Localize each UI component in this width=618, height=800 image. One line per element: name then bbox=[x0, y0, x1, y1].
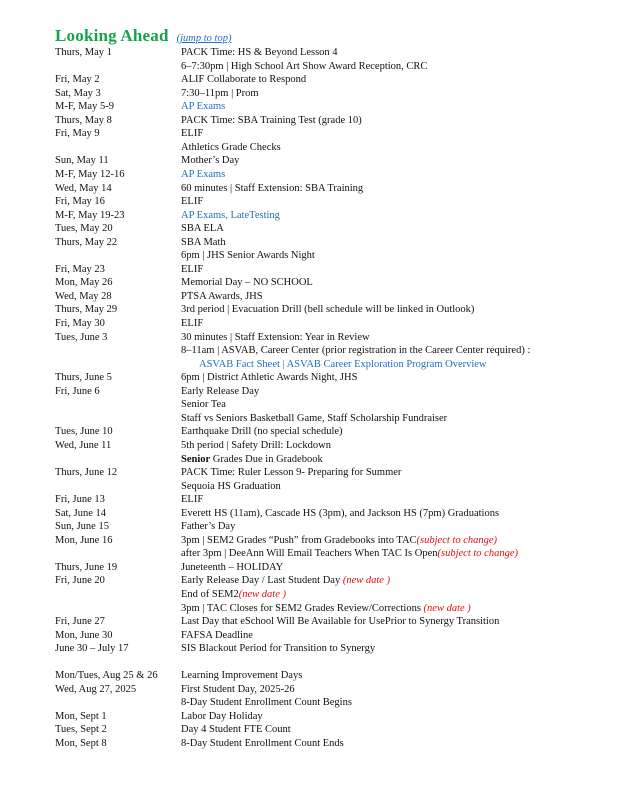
row-date: Thurs, June 5 bbox=[55, 372, 112, 384]
event-text: PACK Time: SBA Training Test (grade 10) bbox=[181, 114, 362, 126]
row-event bbox=[181, 669, 302, 683]
row-event bbox=[181, 439, 331, 453]
event-text: Athletics Grade Checks bbox=[181, 141, 281, 153]
event-text: 8-Day Student Enrollment Count Begins bbox=[181, 697, 352, 709]
change-note: (new date ) bbox=[342, 575, 391, 587]
event-text: PACK Time: Ruler Lesson 9- Preparing for Summer bbox=[181, 467, 402, 479]
event-text: SBA ELA bbox=[181, 223, 224, 235]
row-date: Mon, June 16 bbox=[55, 534, 113, 546]
event-text: Earthquake Drill (no special schedule) bbox=[181, 426, 343, 438]
row-date: Mon, Sept 1 bbox=[55, 710, 107, 722]
schedule-row bbox=[0, 615, 618, 629]
row-event bbox=[181, 534, 497, 548]
row-date: Sat, May 3 bbox=[55, 87, 101, 99]
row-event bbox=[181, 480, 281, 494]
schedule-row bbox=[0, 141, 618, 155]
event-link[interactable]: AP Exams bbox=[181, 168, 226, 180]
schedule-row bbox=[0, 398, 618, 412]
row-date: Tues, May 20 bbox=[55, 223, 113, 235]
row-date: Fri, May 30 bbox=[55, 318, 105, 329]
row-event bbox=[181, 398, 226, 412]
event-text: 6pm | District Athletic Awards Night, JHS bbox=[181, 372, 358, 384]
row-event bbox=[181, 547, 518, 561]
schedule-row bbox=[0, 412, 618, 426]
row-event bbox=[181, 87, 259, 101]
event-text: 8-Day Student Enrollment Count Ends bbox=[181, 738, 344, 749]
schedule-row bbox=[0, 737, 618, 751]
row-event[interactable] bbox=[181, 100, 225, 114]
event-text: ELIF bbox=[181, 196, 204, 208]
schedule-row bbox=[0, 87, 618, 101]
schedule-row bbox=[0, 574, 618, 588]
row-event bbox=[181, 723, 291, 737]
event-link[interactable]: AP Exams, LateTesting bbox=[181, 209, 280, 221]
row-event bbox=[181, 683, 295, 697]
event-text: Everett HS (11am), Cascade HS (3pm), and Jackson HS (7pm) Graduations bbox=[181, 507, 500, 519]
schedule-row bbox=[0, 290, 618, 304]
row-date: Fri, June 6 bbox=[55, 385, 100, 397]
event-text: Grades Due in Gradebook bbox=[210, 453, 323, 465]
schedule-row bbox=[0, 73, 618, 87]
row-date: Mon/Tues, Aug 25 & 26 bbox=[55, 670, 158, 682]
row-event bbox=[181, 222, 224, 236]
row-event bbox=[181, 249, 315, 263]
schedule-row bbox=[0, 276, 618, 290]
event-text: Learning Improvement Days bbox=[181, 670, 303, 682]
schedule-row bbox=[0, 507, 618, 521]
schedule-row bbox=[0, 168, 618, 182]
event-text: Sequoia HS Graduation bbox=[181, 480, 281, 492]
change-note: (subject to change) bbox=[416, 534, 498, 546]
row-event bbox=[181, 263, 203, 277]
event-text: PTSA Awards, JHS bbox=[181, 290, 263, 302]
schedule-row bbox=[0, 358, 618, 372]
row-date: Sat, June 14 bbox=[55, 507, 107, 519]
row-date: Wed, June 11 bbox=[55, 439, 112, 451]
event-text: ALIF Collaborate to Respond bbox=[181, 74, 307, 86]
schedule-row bbox=[0, 425, 618, 439]
event-text: Early Release Day bbox=[181, 385, 260, 397]
row-event bbox=[181, 574, 390, 588]
schedule-row bbox=[0, 723, 618, 737]
event-text: PACK Time: HS & Beyond Lesson 4 bbox=[181, 47, 338, 58]
row-event bbox=[181, 317, 203, 331]
row-event bbox=[181, 371, 357, 385]
schedule-row bbox=[0, 710, 618, 724]
schedule-row bbox=[0, 602, 618, 616]
row-event bbox=[181, 276, 313, 290]
schedule-row bbox=[0, 547, 618, 561]
schedule-row bbox=[0, 263, 618, 277]
schedule-row bbox=[0, 629, 618, 643]
row-date: Wed, May 14 bbox=[55, 182, 112, 194]
event-link[interactable]: ASVAB Fact Sheet | ASVAB Career Exploration Program Overview bbox=[199, 358, 487, 370]
schedule-row bbox=[0, 534, 618, 548]
row-date: Tues, Sept 2 bbox=[55, 724, 107, 736]
row-event bbox=[181, 46, 338, 60]
row-date: Tues, June 10 bbox=[55, 426, 113, 438]
schedule-row bbox=[0, 249, 618, 263]
row-event[interactable] bbox=[199, 358, 487, 372]
row-event bbox=[181, 507, 499, 521]
schedule-row bbox=[0, 209, 618, 223]
row-date: Mon, Sept 8 bbox=[55, 738, 107, 749]
schedule-row bbox=[0, 60, 618, 74]
schedule-row bbox=[0, 385, 618, 399]
event-text: ELIF bbox=[181, 318, 204, 329]
event-text: Last Day that eSchool Will Be Available for UsePrior to Synergy Transition bbox=[181, 616, 500, 628]
row-event bbox=[181, 710, 263, 724]
schedule-row bbox=[0, 466, 618, 480]
row-event bbox=[181, 696, 352, 710]
row-event bbox=[181, 642, 375, 656]
row-event bbox=[181, 737, 344, 751]
row-event bbox=[181, 182, 363, 196]
schedule-row bbox=[0, 683, 618, 697]
schedule-row bbox=[0, 114, 618, 128]
schedule-row bbox=[0, 222, 618, 236]
event-text: ELIF bbox=[181, 494, 204, 506]
row-event[interactable] bbox=[181, 168, 225, 182]
row-event bbox=[181, 561, 283, 575]
row-event bbox=[181, 385, 259, 399]
event-text: Labor Day Holiday bbox=[181, 710, 263, 722]
row-event bbox=[181, 520, 235, 534]
event-text: 30 minutes | Staff Extension: Year in Review bbox=[181, 331, 370, 343]
schedule-row bbox=[0, 696, 618, 710]
row-date: Fri, May 9 bbox=[55, 128, 100, 140]
row-date: Fri, June 27 bbox=[55, 616, 105, 628]
event-text: SIS Blackout Period for Transition to Synergy bbox=[181, 643, 376, 655]
row-event[interactable] bbox=[181, 209, 280, 223]
row-date: Fri, May 23 bbox=[55, 263, 105, 275]
row-date: Thurs, May 22 bbox=[55, 236, 118, 248]
row-event bbox=[181, 236, 226, 250]
row-date: Fri, June 20 bbox=[55, 575, 105, 587]
row-event bbox=[181, 588, 286, 602]
event-text: ELIF bbox=[181, 263, 204, 275]
schedule-row bbox=[0, 439, 618, 453]
row-event bbox=[181, 114, 362, 128]
row-event bbox=[181, 629, 253, 643]
row-date: Fri, May 16 bbox=[55, 196, 105, 208]
row-event bbox=[181, 602, 471, 616]
event-text: 6pm | JHS Senior Awards Night bbox=[181, 250, 315, 262]
event-text: Staff vs Seniors Basketball Game, Staff Scholarship Fundraiser bbox=[181, 412, 448, 424]
row-date: Wed, Aug 27, 2025 bbox=[55, 683, 137, 695]
row-date: Thurs, May 8 bbox=[55, 114, 112, 126]
row-event bbox=[181, 73, 306, 87]
row-date: Sun, May 11 bbox=[55, 155, 109, 167]
row-event bbox=[181, 453, 323, 467]
schedule-row bbox=[0, 46, 618, 60]
event-text: Father’s Day bbox=[181, 521, 236, 533]
schedule-row bbox=[0, 588, 618, 602]
row-date: Tues, June 3 bbox=[55, 331, 108, 343]
schedule-row bbox=[0, 100, 618, 114]
row-event bbox=[181, 127, 203, 141]
row-date: M-F, May 5-9 bbox=[55, 101, 114, 113]
row-event bbox=[181, 615, 499, 629]
row-date: Thurs, May 1 bbox=[55, 47, 112, 58]
schedule-row bbox=[0, 331, 618, 345]
row-date: Wed, May 28 bbox=[55, 290, 112, 302]
event-text: Early Release Day / Last Student Day bbox=[181, 575, 343, 587]
schedule-row bbox=[0, 371, 618, 385]
row-date: June 30 – July 17 bbox=[55, 643, 129, 655]
event-text: 8–11am | ASVAB, Career Center (prior registration in the Career Center required) : bbox=[181, 345, 531, 357]
row-event bbox=[181, 331, 370, 345]
row-event bbox=[181, 412, 447, 426]
row-date: M-F, May 12-16 bbox=[55, 168, 125, 180]
schedule-row bbox=[0, 195, 618, 209]
event-text: after 3pm | DeeAnn Will Email Teachers When TAC Is Open bbox=[181, 548, 438, 560]
event-text: 60 minutes | Staff Extension: SBA Training bbox=[181, 182, 364, 194]
event-text: End of SEM2 bbox=[181, 589, 239, 600]
schedule-row bbox=[0, 236, 618, 250]
schedule-row bbox=[0, 480, 618, 494]
row-date: Thurs, June 12 bbox=[55, 467, 118, 479]
schedule-row bbox=[0, 669, 618, 683]
event-text: 6–7:30pm | High School Art Show Award Reception, CRC bbox=[181, 60, 428, 72]
event-text: 3rd period | Evacuation Drill (bell schedule will be linked in Outlook) bbox=[181, 304, 475, 316]
schedule-row bbox=[0, 154, 618, 168]
row-date: Sun, June 15 bbox=[55, 521, 109, 533]
event-text: Senior Tea bbox=[181, 399, 226, 411]
change-note: (subject to change) bbox=[437, 548, 518, 560]
row-event bbox=[181, 303, 474, 317]
schedule-row bbox=[0, 317, 618, 331]
event-text: Mother’s Day bbox=[181, 155, 240, 167]
row-event bbox=[181, 195, 203, 209]
row-date: Fri, May 2 bbox=[55, 74, 100, 86]
schedule-row bbox=[0, 642, 618, 656]
row-date: Thurs, June 19 bbox=[55, 561, 118, 573]
event-text: 3pm | TAC Closes for SEM2 Grades Review/Corrections bbox=[181, 602, 424, 614]
row-event bbox=[181, 425, 343, 439]
change-note: (new date ) bbox=[423, 602, 471, 614]
schedule-row bbox=[0, 127, 618, 141]
event-text: ELIF bbox=[181, 128, 204, 140]
schedule-row bbox=[0, 303, 618, 317]
row-date: Fri, June 13 bbox=[55, 494, 105, 506]
schedule-row bbox=[0, 520, 618, 534]
change-note: (new date ) bbox=[238, 589, 286, 600]
page-title: Looking Ahead bbox=[55, 26, 169, 45]
schedule-row bbox=[0, 182, 618, 196]
row-date: Mon, May 26 bbox=[55, 277, 113, 289]
row-date: Mon, June 30 bbox=[55, 629, 113, 641]
schedule-row bbox=[0, 453, 618, 467]
row-event bbox=[181, 141, 281, 155]
event-text: Day 4 Student FTE Count bbox=[181, 724, 291, 736]
event-text: 3pm | SEM2 Grades “Push” from Gradebooks into TAC bbox=[181, 534, 417, 546]
event-text: Juneteenth – HOLIDAY bbox=[181, 561, 284, 573]
event-text: SBA Math bbox=[181, 236, 226, 248]
row-event bbox=[181, 344, 530, 358]
row-date: Thurs, May 29 bbox=[55, 304, 118, 316]
schedule-row bbox=[0, 493, 618, 507]
event-text: 7:30–11pm | Prom bbox=[181, 87, 259, 99]
event-emphasis: Senior bbox=[181, 453, 211, 465]
row-event bbox=[181, 290, 263, 304]
row-event bbox=[181, 60, 427, 74]
event-text: FAFSA Deadline bbox=[181, 629, 253, 641]
schedule-row bbox=[0, 344, 618, 358]
row-date: M-F, May 19-23 bbox=[55, 209, 125, 221]
event-text: 5th period | Safety Drill: Lockdown bbox=[181, 439, 331, 451]
row-event bbox=[181, 154, 239, 168]
event-text: Memorial Day – NO SCHOOL bbox=[181, 277, 313, 289]
event-text: First Student Day, 2025-26 bbox=[181, 683, 295, 695]
event-link[interactable]: AP Exams bbox=[181, 101, 226, 113]
jump-to-top-link[interactable]: (jump to top) bbox=[176, 33, 232, 44]
schedule-row bbox=[0, 561, 618, 575]
row-event bbox=[181, 466, 401, 480]
row-event bbox=[181, 493, 203, 507]
